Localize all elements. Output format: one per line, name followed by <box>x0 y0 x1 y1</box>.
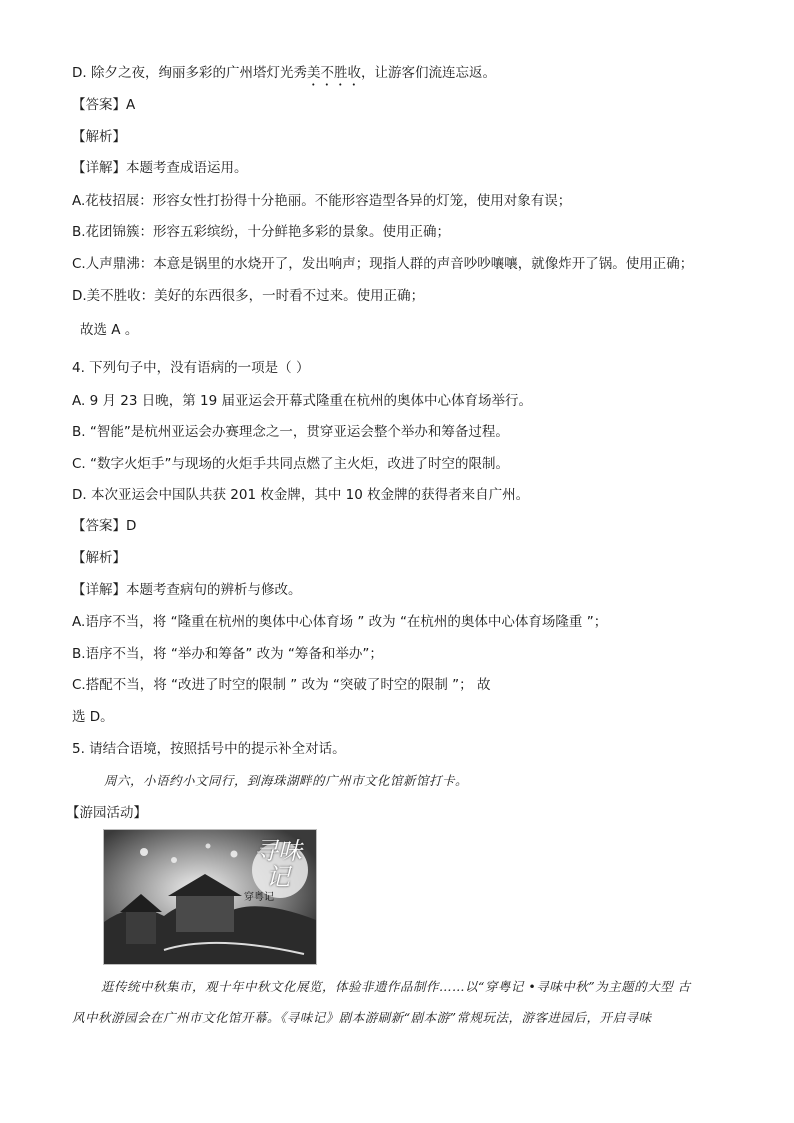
q4-analysis-label: 【解析】 <box>72 550 126 566</box>
q3-point-d: D.美不胜收：美好的东西很多，一时看不过来。使用正确； <box>72 288 425 304</box>
q4-option-c: C. “数字火炬手”与现场的火炬手共同点燃了主火炬，改进了时空的限制。 <box>72 456 509 472</box>
q4-point-c: C.搭配不当，将 “改进了时空的限制 ” 改为 “突破了时空的限制 ”； 故 <box>72 677 491 693</box>
lantern-3 <box>231 851 238 858</box>
lantern-1 <box>140 848 148 856</box>
q4-stem: 4. 下列句子中，没有语病的一项是（ ） <box>72 360 310 376</box>
q4-option-d: D. 本次亚运会中国队共获 201 枚金牌，其中 10 枚金牌的获得者来自广州。 <box>72 487 530 503</box>
q3-option-d-suffix: ，让游客们流连忘返。 <box>360 65 496 81</box>
q3-point-b: B.花团锦簇：形容五彩缤纷，十分鲜艳多彩的景象。使用正确； <box>72 224 451 240</box>
q4-option-a: A. 9 月 23 日晚，第 19 届亚运会开幕式隆重在杭州的奥体中心体育场举行。 <box>72 393 532 409</box>
q3-option-d <box>72 64 496 89</box>
q3-conclusion: 故选 A 。 <box>80 322 139 338</box>
q4-point-a: A.语序不当，将 “隆重在杭州的奥体中心体育场 ” 改为 “在杭州的奥体中心体育场隆重 ”； <box>72 614 608 630</box>
q3-option-d-idiom: 美不胜收 <box>306 65 361 81</box>
q5-stem: 5. 请结合语境，按照括号中的提示补全对话。 <box>72 741 346 757</box>
q3-answer: 【答案】A <box>72 97 136 113</box>
q5-paragraph-line-1: 逛传统中秋集市，观十年中秋文化展览，体验非遗作品制作……以“穿粤记 •寻味中秋”为主题的大型 古 <box>101 979 691 994</box>
tower-left <box>126 910 156 944</box>
q3-option-d-prefix: D. 除夕之夜，绚丽多彩的广州塔灯光秀 <box>72 65 307 81</box>
lantern-2 <box>171 857 177 863</box>
q4-answer: 【答案】D <box>72 518 137 534</box>
q4-option-b: B. “智能”是杭州亚运会办赛理念之一，贯穿亚运会整个举办和筹备过程。 <box>72 424 509 440</box>
q3-detail: 【详解】本题考查成语运用。 <box>72 160 248 176</box>
q4-conclusion: 选 D。 <box>72 709 114 725</box>
image-subtitle-calligraphy: 穿粤记 <box>244 892 274 903</box>
q5-section-title: 【游园活动】 <box>66 805 147 821</box>
q3-point-c: C.人声鼎沸：本意是锅里的水烧开了，发出响声；现指人群的声音吵吵嚷嚷，就像炸开了锅。使用正确； <box>72 256 694 272</box>
lantern-4 <box>206 844 211 849</box>
q4-point-b: B.语序不当，将 “举办和筹备” 改为 “筹备和举办”； <box>72 646 383 662</box>
pavilion-body <box>176 894 234 932</box>
q5-paragraph-line-2: 风中秋游园会在广州市文化馆开幕。《寻味记》剧本游刷新“剧本游”常规玩法，游客进园后，开启寻味 <box>72 1010 652 1025</box>
q4-detail: 【详解】本题考查病句的辨析与修改。 <box>72 582 302 598</box>
q3-point-a: A.花枝招展：形容女性打扮得十分艳丽。不能形容造型各异的灯笼，使用对象有误； <box>72 193 572 209</box>
q5-intro: 周六，小语约小文同行，到海珠湖畔的广州市文化馆新馆打卡。 <box>104 773 469 788</box>
image-title-calligraphy: 寻味记 <box>254 837 302 891</box>
q3-analysis-label: 【解析】 <box>72 129 126 145</box>
